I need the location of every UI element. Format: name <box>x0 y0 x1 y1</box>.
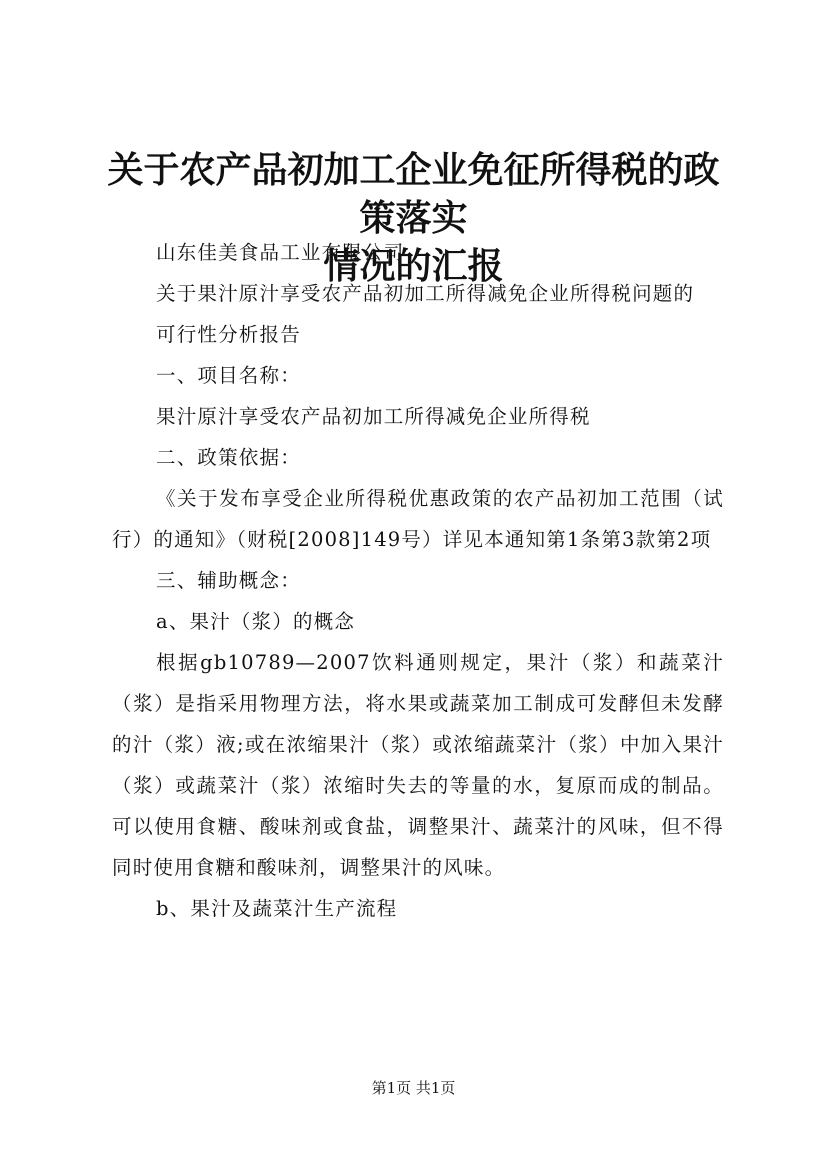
title-line-1: 关于农产品初加工企业免征所得税的政策落实 <box>107 149 720 239</box>
policy-basis-text: 《关于发布享受企业所得税优惠政策的农产品初加工范围（试行）的通知》（财税[2008]149号）详见本通知第1条第3款第2项 <box>112 487 724 551</box>
report-heading-line-1: 关于果汁原汁享受农产品初加工所得减免企业所得税问题的 <box>156 282 695 305</box>
section-heading-policy-basis: 二、政策依据： <box>156 446 301 469</box>
section-heading-project-name: 一、项目名称： <box>156 364 301 387</box>
company-name: 山东佳美食品工业有限公司 <box>156 241 405 264</box>
section-heading-auxiliary-concepts: 三、辅助概念： <box>156 569 301 592</box>
juice-definition-text: 根据gb10789—2007饮料通则规定，果汁（浆）和蔬菜汁（浆）是指采用物理方法，将水果或蔬菜加工制成可发酵但未发酵的汁（浆）液;或在浓缩果汁（浆）或浓缩蔬菜汁（浆）中加入果汁（浆）或蔬菜汁（浆）浓缩时失去的等量的水，复原而成的制品。可以使用食糖、酸味剂或食盐，调整果汁、蔬菜汁的风味，但不得同时使用食糖和酸味剂，调整果汁的风味。 <box>112 651 724 879</box>
report-heading-line-2: 可行性分析报告 <box>156 323 301 346</box>
page-footer: 第1页 共1页 <box>371 1079 456 1097</box>
document-body <box>112 232 724 929</box>
subheading-production-flow: b、果汁及蔬菜汁生产流程 <box>156 897 398 920</box>
subheading-juice-concept: a、果汁（浆）的概念 <box>156 610 356 633</box>
title-line-2: 情况的汇报 <box>323 245 504 287</box>
project-name-text: 果汁原汁享受农产品初加工所得减免企业所得税 <box>156 405 591 428</box>
